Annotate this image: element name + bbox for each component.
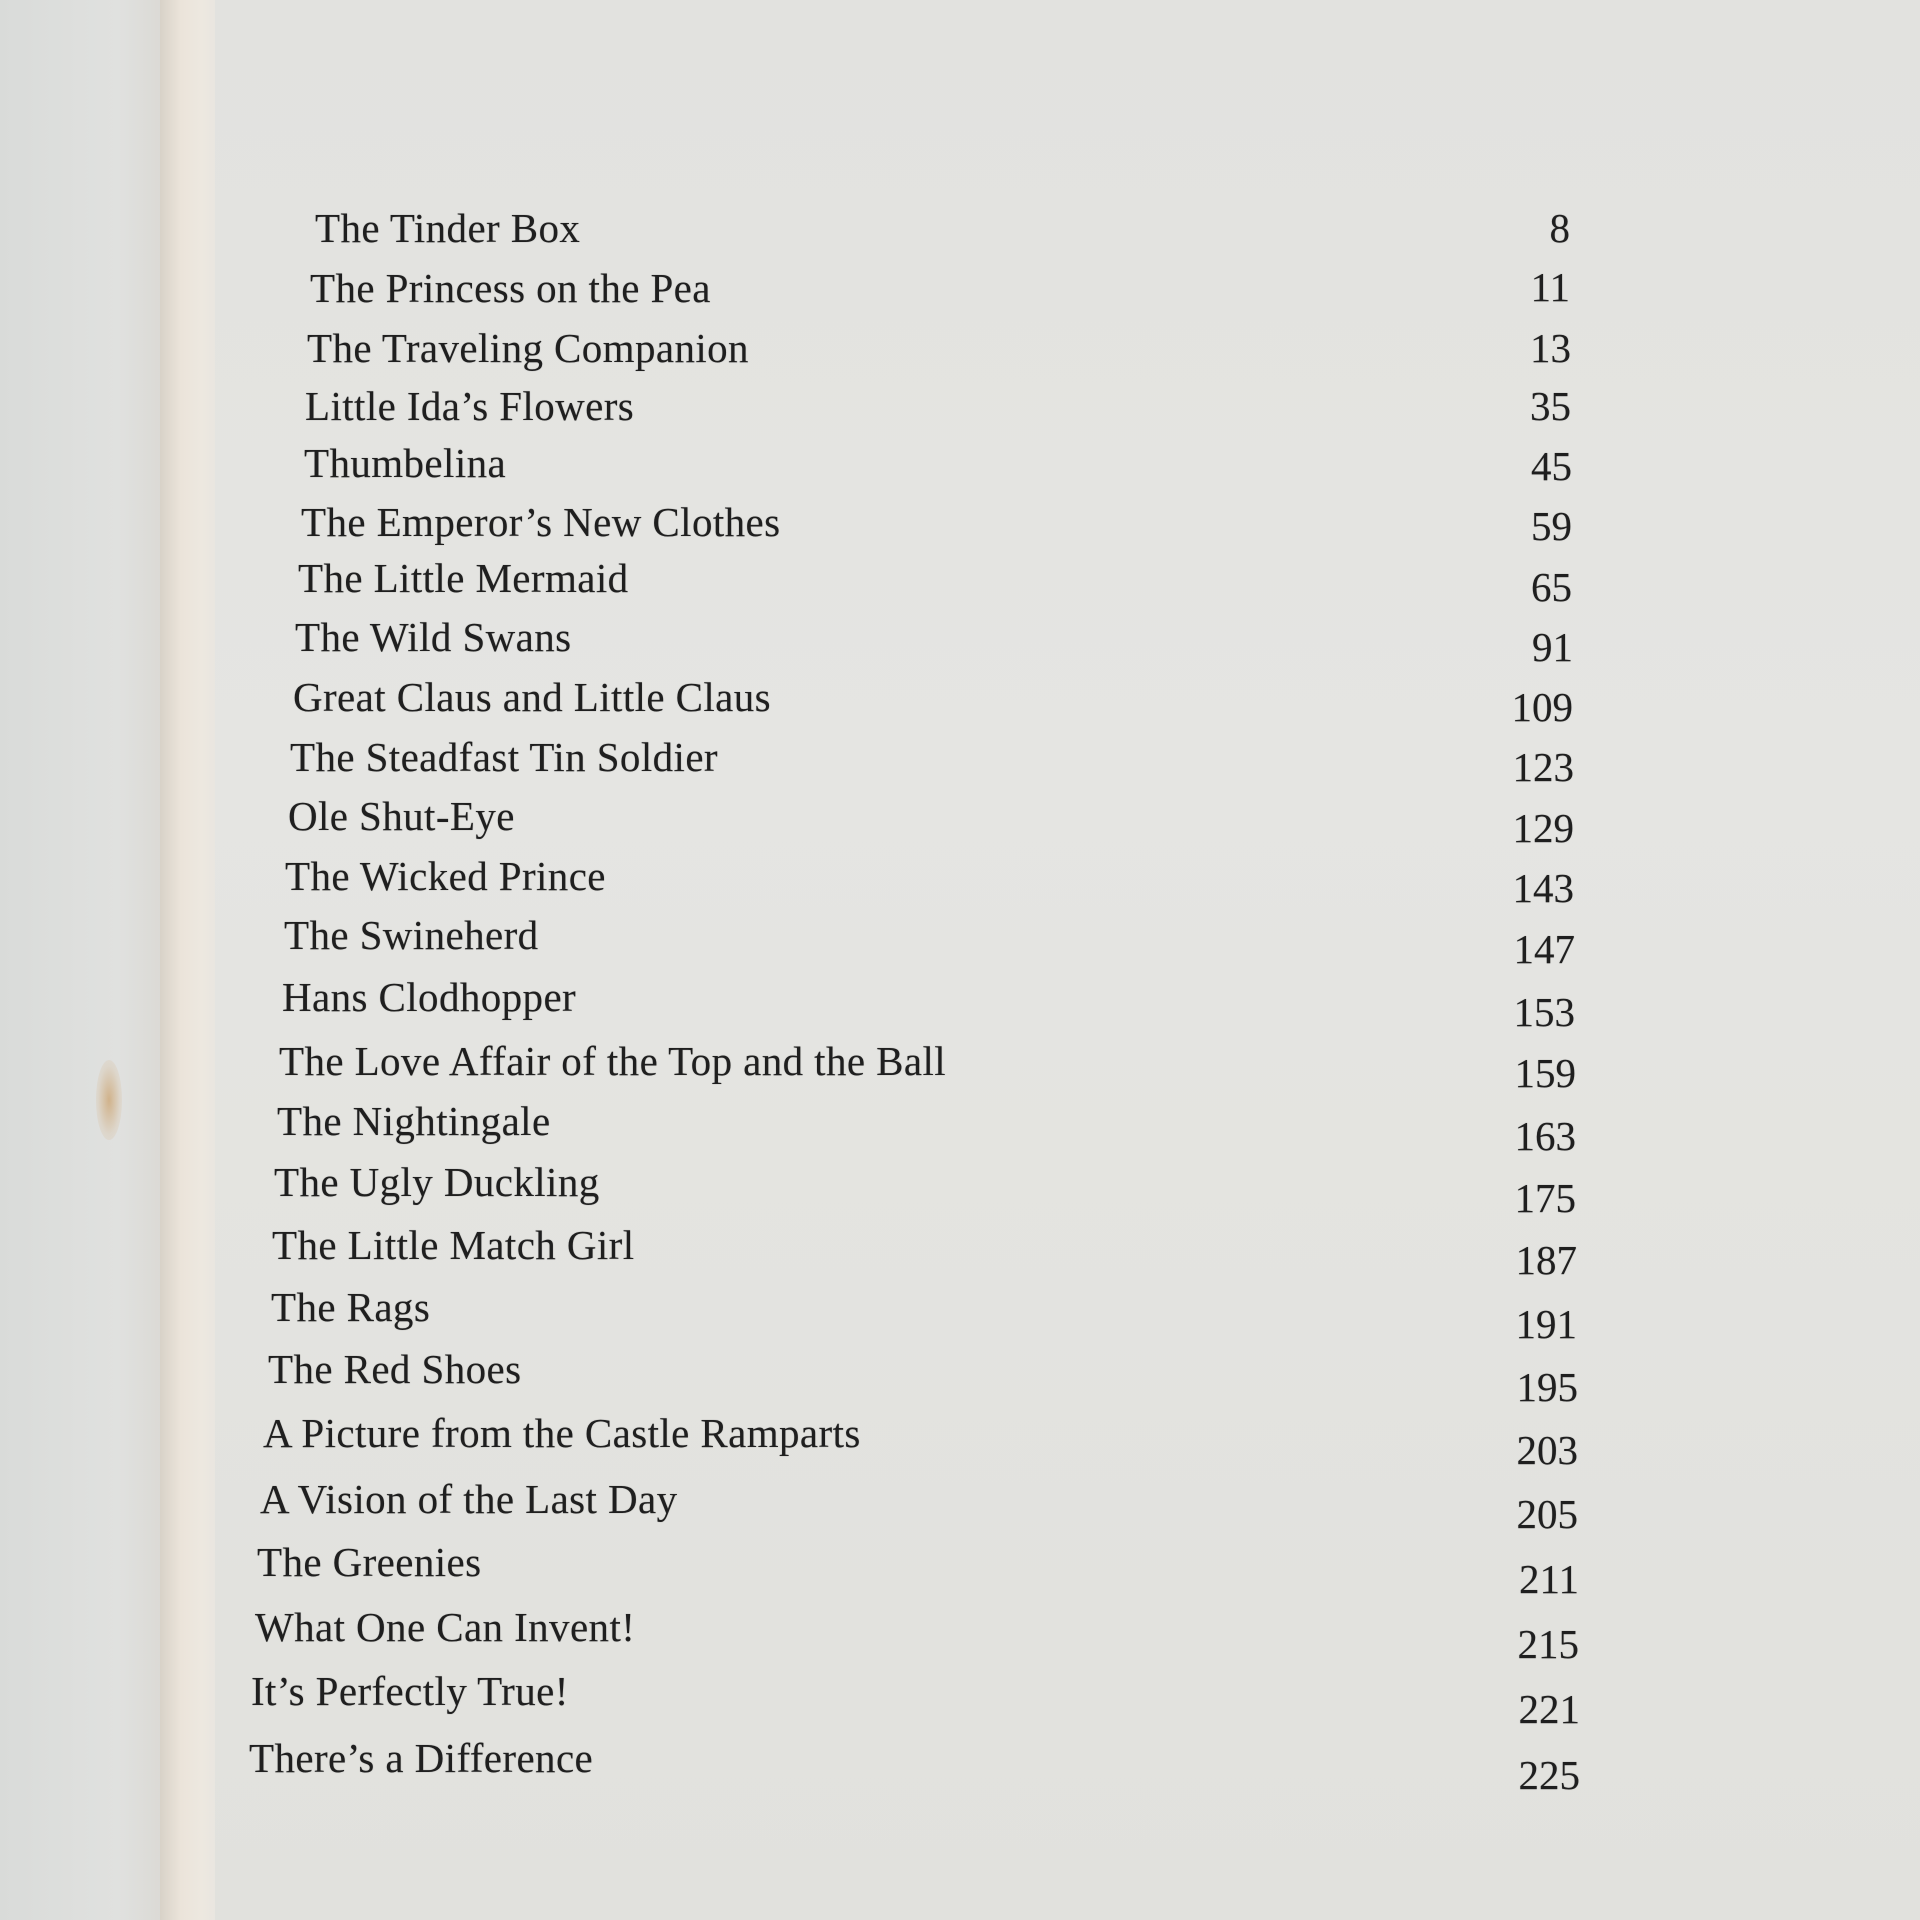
toc-entry-title: The Red Shoes <box>268 1346 522 1392</box>
bleed-through-text <box>950 30 1550 70</box>
toc-entry-title: The Traveling Companion <box>307 325 749 371</box>
toc-entry-title: Ole Shut-Eye <box>288 793 515 839</box>
toc-entry-page-number: 8 <box>1549 205 1570 251</box>
toc-entry-page-number: 13 <box>1530 325 1571 371</box>
toc-entry-page-number: 109 <box>1511 684 1573 730</box>
toc-entry-page-number: 123 <box>1512 744 1574 790</box>
bleed-through-text <box>1000 140 1540 180</box>
toc-entry-title: The Rags <box>271 1284 431 1330</box>
toc-entry-title: The Greenies <box>257 1539 482 1585</box>
toc-entry-title: The Love Affair of the Top and the Ball <box>279 1038 947 1084</box>
toc-entry-title: What One Can Invent! <box>255 1604 636 1650</box>
toc-entry-title: The Tinder Box <box>315 205 581 251</box>
toc-entry-page-number: 147 <box>1513 926 1575 972</box>
toc-entry-title: The Swineherd <box>284 912 539 958</box>
toc-entry-page-number: 11 <box>1530 264 1570 310</box>
toc-entry-title: The Ugly Duckling <box>274 1159 600 1205</box>
toc-entry-page-number: 59 <box>1531 503 1572 549</box>
toc-entry-title: The Princess on the Pea <box>310 265 711 311</box>
toc-entry-title: Hans Clodhopper <box>282 974 577 1020</box>
toc-entry-page-number: 225 <box>1518 1752 1580 1798</box>
toc-entry-page-number: 153 <box>1513 989 1575 1035</box>
toc-entry-page-number: 221 <box>1518 1686 1580 1732</box>
toc-entry-page-number: 65 <box>1531 564 1572 610</box>
toc-entry-page-number: 35 <box>1530 383 1571 429</box>
toc-entry-page-number: 187 <box>1515 1237 1577 1283</box>
facing-page-edge <box>0 0 170 1920</box>
toc-entry-page-number: 159 <box>1514 1050 1576 1096</box>
toc-entry-title: A Vision of the Last Day <box>260 1476 678 1522</box>
toc-entry-title: There’s a Difference <box>249 1735 594 1781</box>
toc-entry-title: The Wild Swans <box>295 614 572 660</box>
toc-entry-title: Great Claus and Little Claus <box>293 674 772 720</box>
toc-entry-title: The Little Mermaid <box>298 555 629 601</box>
toc-entry-title: The Nightingale <box>277 1098 551 1144</box>
toc-entry-page-number: 163 <box>1514 1113 1576 1159</box>
toc-entry-title: It’s Perfectly True! <box>251 1668 569 1714</box>
toc-entry-page-number: 91 <box>1532 624 1573 670</box>
toc-entry-title: The Steadfast Tin Soldier <box>290 734 718 780</box>
toc-entry-title: The Emperor’s New Clothes <box>301 499 781 545</box>
toc-entry-title: The Wicked Prince <box>285 853 606 899</box>
toc-entry-page-number: 195 <box>1516 1364 1578 1410</box>
toc-entry-page-number: 191 <box>1515 1301 1577 1347</box>
toc-entry-page-number: 175 <box>1514 1175 1576 1221</box>
toc-entry-title: Thumbelina <box>304 440 507 486</box>
toc-entry-page-number: 203 <box>1516 1427 1578 1473</box>
toc-entry-title: A Picture from the Castle Ramparts <box>263 1410 861 1456</box>
toc-entry-page-number: 129 <box>1512 805 1574 851</box>
toc-entry-page-number: 211 <box>1519 1556 1579 1602</box>
toc-entry-page-number: 205 <box>1516 1491 1578 1537</box>
toc-entry-title: Little Ida’s Flowers <box>305 383 635 429</box>
toc-entry-page-number: 143 <box>1512 865 1574 911</box>
toc-entry-page-number: 45 <box>1531 443 1572 489</box>
toc-entry-page-number: 215 <box>1517 1621 1579 1667</box>
toc-entry-title: The Little Match Girl <box>272 1222 635 1268</box>
page-stain <box>96 1060 122 1140</box>
